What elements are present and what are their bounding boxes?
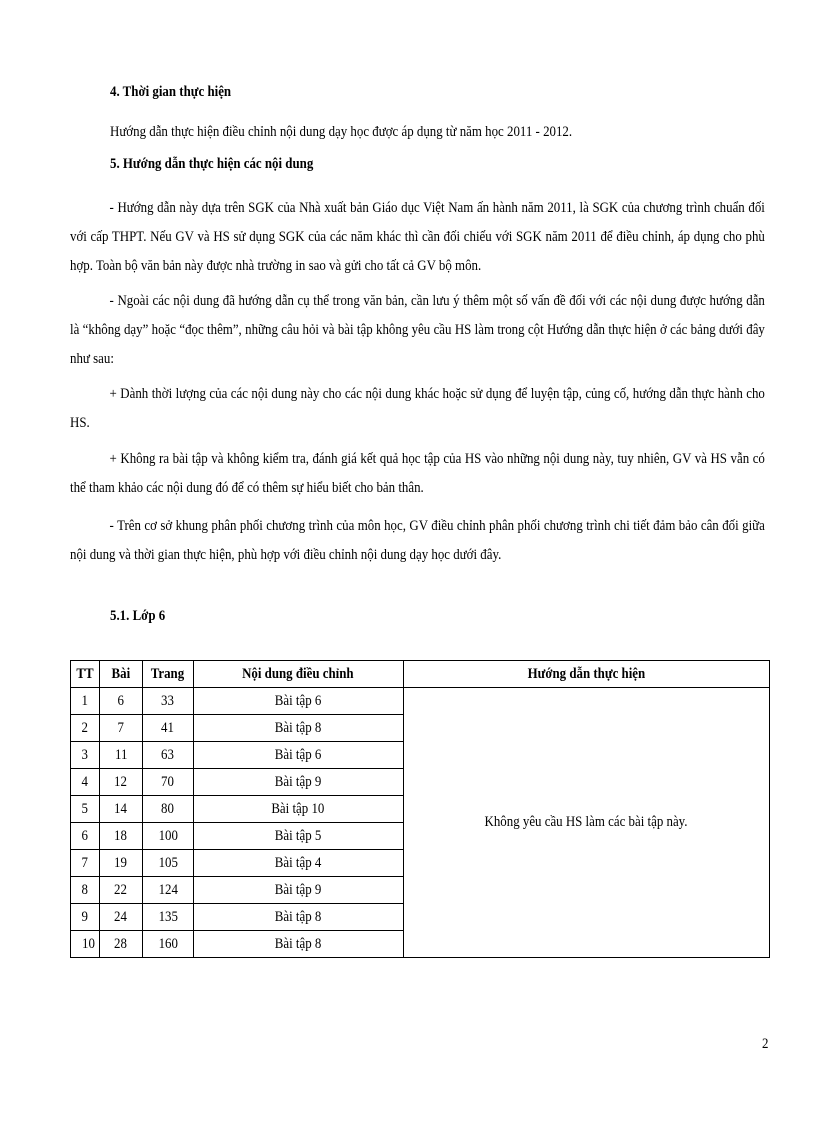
paragraph-time-allocation — [70, 380, 765, 438]
cell-tt: 1 — [71, 688, 100, 715]
cell-content: Bài tập 9 — [193, 877, 403, 904]
paragraph-text: - Hướng dẫn này dựa trên SGK của Nhà xuất bản Giáo dục Việt Nam ấn hành năm 2011, là SGK của chương trình chuẩn đối với cấp THPT. Nếu GV và HS sử dụng SGK của các năm khác thì cần đối chiếu với SGK năm 2011 để điều chỉnh, áp dụng cho phù hợp. Toàn bộ văn bản này được nhà trường in sao và gửi cho tất cả GV bộ môn. — [70, 200, 765, 274]
cell-lesson: 7 — [99, 715, 142, 742]
cell-page: 160 — [142, 931, 193, 958]
cell-page: 100 — [142, 823, 193, 850]
cell-lesson: 12 — [99, 769, 142, 796]
cell-content: Bài tập 8 — [193, 904, 403, 931]
section-4-text: Hướng dẫn thực hiện điều chỉnh nội dung dạy học được áp dụng từ năm học 2011 - 2012. — [110, 124, 573, 140]
cell-page: 80 — [142, 796, 193, 823]
header-page: Trang — [142, 661, 193, 688]
cell-page: 41 — [142, 715, 193, 742]
paragraph-text: + Không ra bài tập và không kiểm tra, đánh giá kết quả học tập của HS vào những nội dung này, tuy nhiên, GV và HS vẫn có thể tham khảo các nội dung đó để có thêm sự hiểu biết cho bản thân. — [70, 451, 765, 496]
cell-tt: 2 — [71, 715, 100, 742]
cell-tt: 10 — [71, 931, 100, 958]
cell-content: Bài tập 8 — [193, 715, 403, 742]
cell-content: Bài tập 6 — [193, 688, 403, 715]
cell-page: 63 — [142, 742, 193, 769]
cell-content: Bài tập 5 — [193, 823, 403, 850]
cell-content: Bài tập 10 — [193, 796, 403, 823]
cell-content: Bài tập 8 — [193, 931, 403, 958]
grade-6-heading: 5.1. Lớp 6 — [110, 608, 166, 624]
cell-tt: 5 — [71, 796, 100, 823]
paragraph-text: - Ngoài các nội dung đã hướng dẫn cụ thể trong văn bản, cần lưu ý thêm một số vấn đề đối với các nội dung được hướng dẫn là “không dạy” hoặc “đọc thêm”, những câu hỏi và bài tập không yêu cầu HS làm trong cột Hướng dẫn thực hiện ở các bảng dưới đây như sau: — [70, 293, 765, 367]
cell-tt: 8 — [71, 877, 100, 904]
header-guidance: Hướng dẫn thực hiện — [403, 661, 769, 688]
header-lesson: Bài — [99, 661, 142, 688]
paragraph-sgk-basis — [70, 194, 765, 281]
header-adjusted-content: Nội dung điều chỉnh — [193, 661, 403, 688]
cell-tt: 6 — [71, 823, 100, 850]
section-5-heading: 5. Hướng dẫn thực hiện các nội dung — [110, 156, 314, 172]
page-number: 2 — [762, 1036, 769, 1052]
paragraph-text: + Dành thời lượng của các nội dung này cho các nội dung khác hoặc sử dụng để luyện tập, củng cố, hướng dẫn thực hành cho HS. — [70, 386, 765, 431]
grade-6-adjustment-table — [70, 660, 770, 958]
paragraph-no-assessment — [70, 445, 765, 503]
cell-lesson: 19 — [99, 850, 142, 877]
paragraph-program-distribution — [70, 512, 765, 570]
paragraph-additional-notes — [70, 287, 765, 374]
cell-guidance: Không yêu cầu HS làm các bài tập này. — [403, 688, 769, 958]
cell-content: Bài tập 4 — [193, 850, 403, 877]
cell-content: Bài tập 9 — [193, 769, 403, 796]
cell-page: 33 — [142, 688, 193, 715]
cell-page: 70 — [142, 769, 193, 796]
cell-lesson: 22 — [99, 877, 142, 904]
cell-tt: 4 — [71, 769, 100, 796]
cell-lesson: 11 — [99, 742, 142, 769]
cell-lesson: 14 — [99, 796, 142, 823]
cell-lesson: 24 — [99, 904, 142, 931]
cell-tt: 9 — [71, 904, 100, 931]
cell-page: 135 — [142, 904, 193, 931]
cell-tt: 7 — [71, 850, 100, 877]
cell-page: 124 — [142, 877, 193, 904]
table-header-row — [71, 661, 770, 688]
cell-lesson: 18 — [99, 823, 142, 850]
cell-page: 105 — [142, 850, 193, 877]
cell-lesson: 6 — [99, 688, 142, 715]
header-tt: TT — [71, 661, 100, 688]
paragraph-text: - Trên cơ sở khung phân phối chương trình của môn học, GV điều chỉnh phân phối chương trình chi tiết đảm bảo cân đối giữa nội dung và thời gian thực hiện, phù hợp với điều chỉnh nội dung dạy học dưới đây. — [70, 518, 765, 563]
cell-content: Bài tập 6 — [193, 742, 403, 769]
table-row — [71, 688, 770, 715]
cell-tt: 3 — [71, 742, 100, 769]
cell-lesson: 28 — [99, 931, 142, 958]
section-4-heading: 4. Thời gian thực hiện — [110, 84, 232, 100]
